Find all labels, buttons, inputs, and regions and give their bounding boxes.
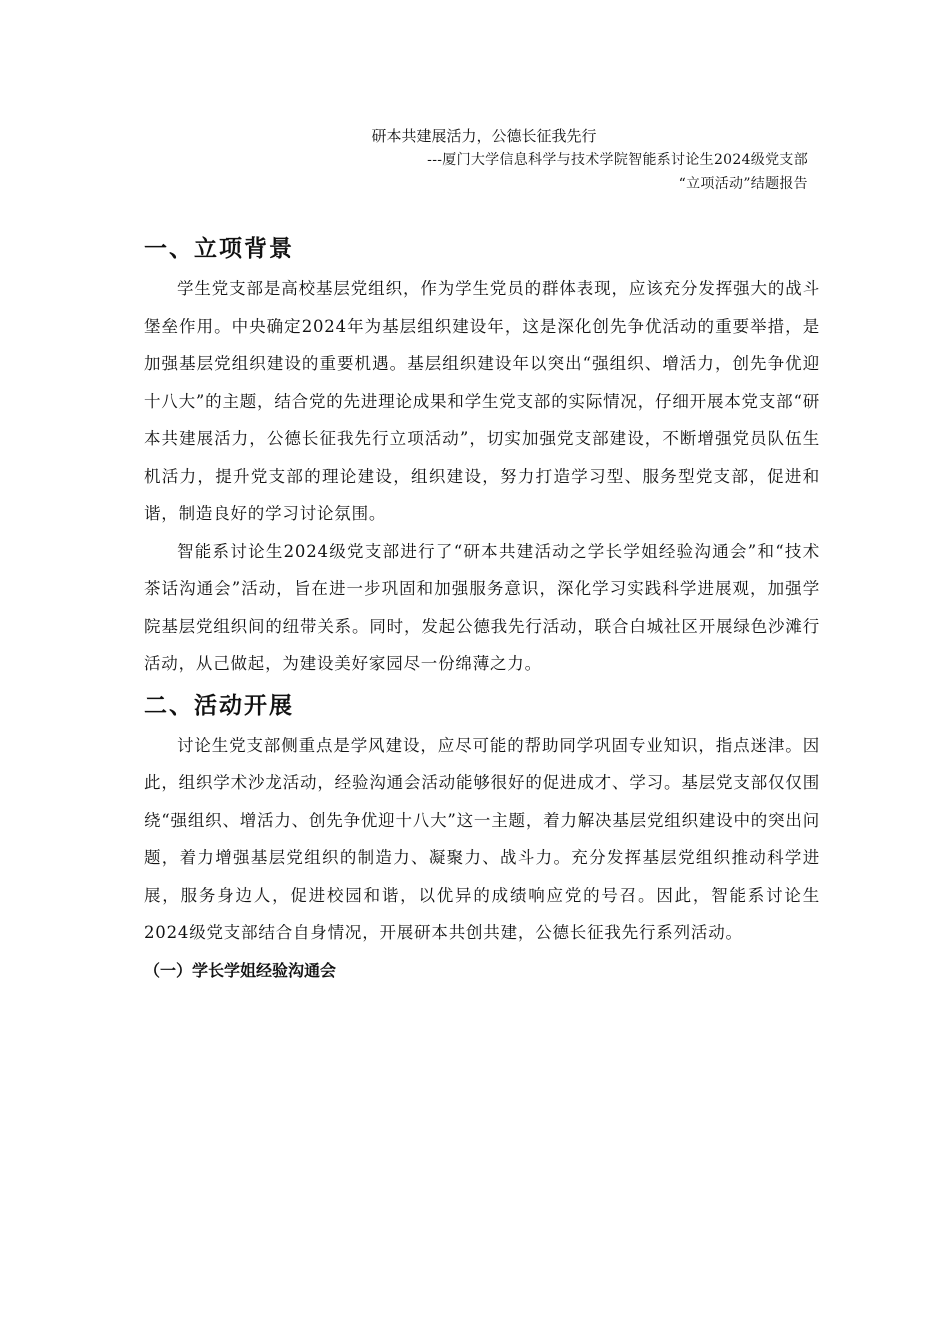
title-block (140, 124, 808, 196)
paragraph-background-2: 智能系讨论生2024级党支部进行了“研本共建活动之学长学姐经验沟通会”和“技术茶话沟通会”活动，旨在进一步巩固和加强服务意识，深化学习实践科学进展观，加强学院基层党组织间的纽带关系。同时，发起公德我先行活动，联合白城社区开展绿色沙滩行活动，从己做起，为建设美好家园尽一份绵薄之力。 (144, 541, 820, 673)
document-body (144, 232, 820, 986)
document-subtitle-line-1: ---厦门大学信息科学与技术学院智能系讨论生2024级党支部 (427, 152, 808, 168)
document-title: 研本共建展活力，公德长征我先行 (371, 127, 597, 145)
document-subtitle-line-2: “立项活动”结题报告 (678, 176, 808, 192)
section-heading-activities: 二、活动开展 (144, 692, 294, 719)
paragraph-background-1: 学生党支部是高校基层党组织，作为学生党员的群体表现，应该充分发挥强大的战斗堡垒作用。中央确定2024年为基层组织建设年，这是深化创先争优活动的重要举措，是加强基层党组织建设的重要机遇。基层组织建设年以突出“强组织、增活力，创先争优迎十八大”的主题，结合党的先进理论成果和学生党支部的实际情况，仔细开展本党支部“研本共建展活力，公德长征我先行立项活动”，切实加强党支部建设，不断增强党员队伍生机活力，提升党支部的理论建设，组织建设，努力打造学习型、服务型党支部，促进和谐，制造良好的学习讨论氛围。 (144, 279, 820, 523)
section-heading-background: 一、立项背景 (144, 236, 294, 262)
subsection-heading-experience-meeting: （一）学长学姐经验沟通会 (144, 960, 337, 980)
paragraph-activities-1: 讨论生党支部侧重点是学风建设，应尽可能的帮助同学巩固专业知识，指点迷津。因此，组织学术沙龙活动，经验沟通会活动能够很好的促进成才、学习。基层党支部仅仅围绕“强组织、增活力、创先争优迎十八大”这一主题，着力解决基层党组织建设中的突出问题，着力增强基层党组织的制造力、凝聚力、战斗力。充分发挥基层党组织推动科学进展，服务身边人，促进校园和谐，以优异的成绩响应党的号召。因此，智能系讨论生2024级党支部结合自身情况，开展研本共创共建，公德长征我先行系列活动。 (144, 735, 820, 942)
